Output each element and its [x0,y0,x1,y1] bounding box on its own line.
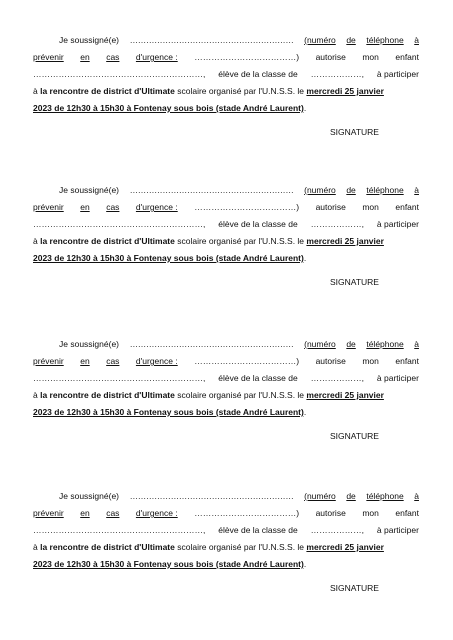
slip-line-5 [33,252,419,265]
slip-line-3 [33,68,419,81]
intro-text: Je soussigné(e) [59,35,120,45]
signature-label: SIGNATURE [330,277,379,287]
word: cas [106,508,120,518]
slip-line-2 [33,201,419,214]
slip-line-3 [33,524,419,537]
phone-blank: ………………………………) [194,356,300,366]
phone-label-4: à [414,491,419,501]
slip-line-2 [33,355,419,368]
word: d'urgence : [135,356,178,366]
slip-line-4 [33,235,419,248]
slip-line-1 [33,34,419,47]
event-details: 2023 de 12h30 à 15h30 à Fontenay sous bois (stade André Laurent) [33,253,304,263]
word: cas [106,356,120,366]
participate-text: à participer [376,219,419,229]
word: cas [106,52,120,62]
event-name: la rencontre de district d'Ultimate [40,542,175,552]
signature-label: SIGNATURE [330,431,379,441]
class-label: élève de la classe de [218,69,298,79]
word: enfant [395,202,419,212]
intro-text: Je soussigné(e) [59,339,120,349]
word: mon [362,508,379,518]
name-blank: …………………………………………………… [129,339,294,349]
word: d'urgence : [135,52,178,62]
word: prévenir [33,356,64,366]
word: autorise [315,508,346,518]
word: enfant [395,508,419,518]
slip-line-4 [33,85,419,98]
organizer-text: scolaire organisé par l'U.N.S.S. le [174,542,307,552]
event-date: mercredi 25 janvier [306,86,384,96]
event-date: mercredi 25 janvier [306,542,384,552]
slip-line-5 [33,558,419,571]
slip-line-5 [33,102,419,115]
period: . [303,253,307,263]
event-name: la rencontre de district d'Ultimate [40,86,175,96]
class-label: élève de la classe de [218,373,298,383]
phone-label-1: (numéro [304,491,336,501]
slip-line-2 [33,51,419,64]
phone-label-2: de [346,35,356,45]
class-label: élève de la classe de [218,525,298,535]
event-name: la rencontre de district d'Ultimate [40,236,175,246]
phone-label-4: à [414,35,419,45]
word: en [80,52,90,62]
child-name-blank: ……………………………………………………, [33,219,206,229]
phone-label-3: téléphone [366,491,404,501]
organizer-text: scolaire organisé par l'U.N.S.S. le [174,236,307,246]
word: prévenir [33,52,64,62]
organizer-text: scolaire organisé par l'U.N.S.S. le [174,86,307,96]
word: cas [106,202,120,212]
child-name-blank: ……………………………………………………, [33,525,206,535]
slip-line-1 [33,184,419,197]
phone-label-2: de [346,339,356,349]
event-details: 2023 de 12h30 à 15h30 à Fontenay sous bois (stade André Laurent) [33,407,304,417]
class-blank: ………………, [310,219,364,229]
word: mon [362,202,379,212]
phone-label-2: de [346,185,356,195]
slip-line-5 [33,406,419,419]
phone-label-4: à [414,339,419,349]
phone-blank: ………………………………) [194,202,300,212]
phone-label-4: à [414,185,419,195]
slip-line-4 [33,541,419,554]
word: en [80,356,90,366]
event-details: 2023 de 12h30 à 15h30 à Fontenay sous bois (stade André Laurent) [33,103,304,113]
name-blank: …………………………………………………… [129,35,294,45]
name-blank: …………………………………………………… [129,185,294,195]
phone-label-1: (numéro [304,185,336,195]
period: . [303,407,307,417]
slip-line-1 [33,338,419,351]
phone-blank: ………………………………) [194,508,300,518]
signature-label: SIGNATURE [330,583,379,593]
word: enfant [395,52,419,62]
name-blank: …………………………………………………… [129,491,294,501]
slip-line-3 [33,218,419,231]
class-label: élève de la classe de [218,219,298,229]
participate-text: à participer [376,69,419,79]
child-name-blank: ……………………………………………………, [33,69,206,79]
word: d'urgence : [135,508,178,518]
phone-blank: ………………………………) [194,52,300,62]
phone-label-2: de [346,491,356,501]
event-date: mercredi 25 janvier [306,236,384,246]
class-blank: ………………, [310,69,364,79]
phone-label-3: téléphone [366,339,404,349]
word: mon [362,356,379,366]
intro-text: Je soussigné(e) [59,491,120,501]
word: prévenir [33,508,64,518]
child-name-blank: ……………………………………………………, [33,373,206,383]
intro-text: Je soussigné(e) [59,185,120,195]
word: autorise [315,356,346,366]
word: autorise [315,202,346,212]
word: d'urgence : [135,202,178,212]
slip-line-1 [33,490,419,503]
phone-label-3: téléphone [366,185,404,195]
signature-label: SIGNATURE [330,127,379,137]
word: enfant [395,356,419,366]
word: en [80,508,90,518]
participate-text: à participer [376,373,419,383]
word: à [33,390,38,400]
event-date: mercredi 25 janvier [306,390,384,400]
word: mon [362,52,379,62]
class-blank: ………………, [310,373,364,383]
phone-label-1: (numéro [304,35,336,45]
phone-label-1: (numéro [304,339,336,349]
event-details: 2023 de 12h30 à 15h30 à Fontenay sous bois (stade André Laurent) [33,559,304,569]
phone-label-3: téléphone [366,35,404,45]
slip-line-3 [33,372,419,385]
class-blank: ………………, [310,525,364,535]
word: à [33,542,38,552]
period: . [303,559,307,569]
word: en [80,202,90,212]
word: à [33,86,38,96]
participate-text: à participer [376,525,419,535]
slip-line-4 [33,389,419,402]
word: prévenir [33,202,64,212]
event-name: la rencontre de district d'Ultimate [40,390,175,400]
slip-line-2 [33,507,419,520]
organizer-text: scolaire organisé par l'U.N.S.S. le [174,390,307,400]
word: à [33,236,38,246]
period: . [303,103,307,113]
word: autorise [315,52,346,62]
